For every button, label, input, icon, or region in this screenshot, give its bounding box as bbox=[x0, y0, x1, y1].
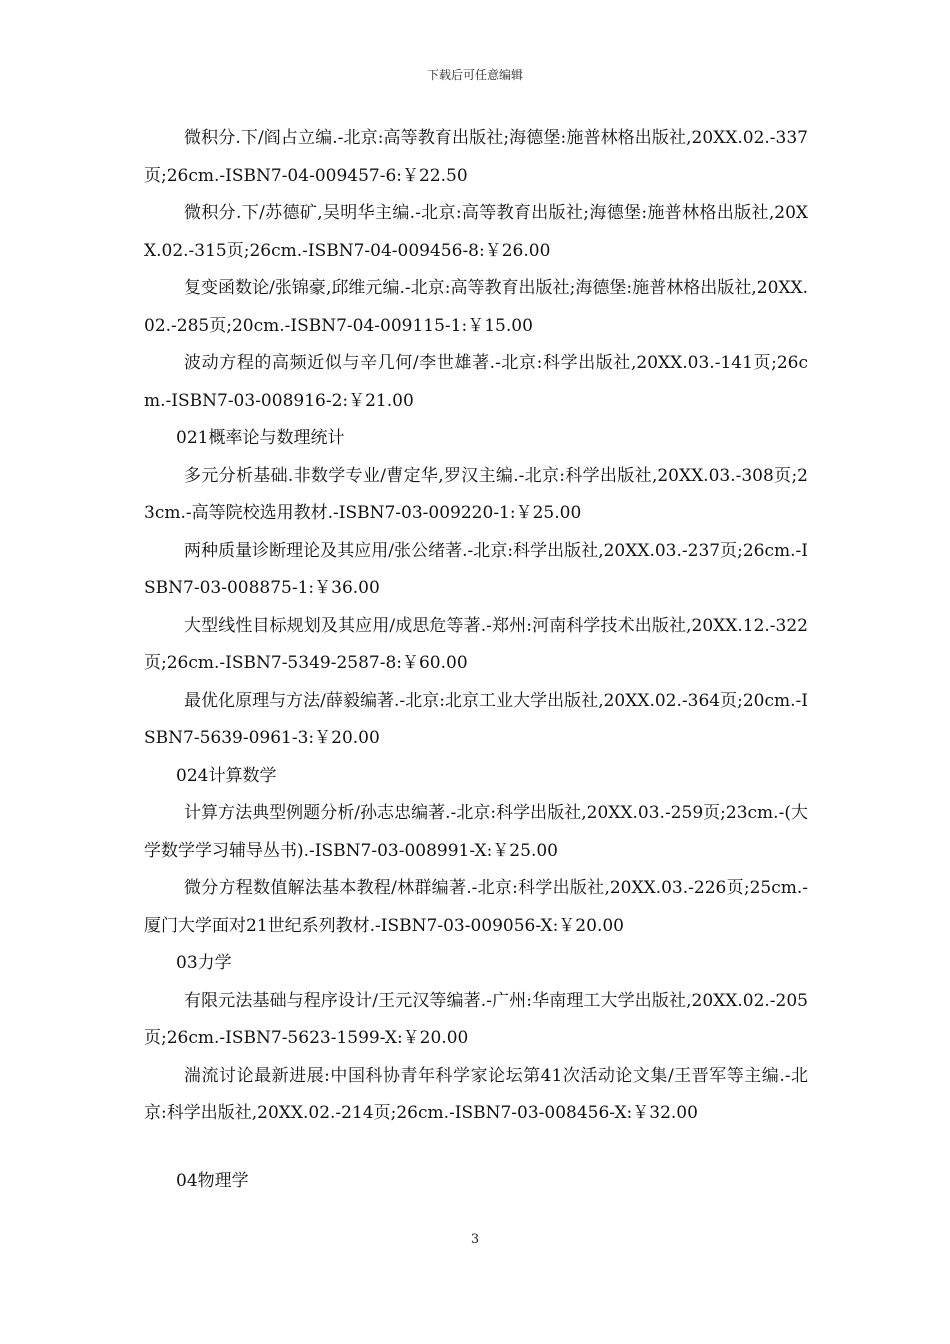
catalog-entry: 波动方程的高频近似与辛几何/李世雄著.-北京:科学出版社,20XX.03.-141页;26cm.-ISBN7-03-008916-2:￥21.00 bbox=[144, 353, 808, 411]
section-heading: 021概率论与数理统计 bbox=[176, 428, 345, 448]
catalog-entry: 湍流讨论最新进展:中国科协青年科学家论坛第41次活动论文集/王晋军等主编.-北京:科学出版社,20XX.02.-214页;26cm.-ISBN7-03-008456-X:￥32.00 bbox=[144, 1065, 808, 1123]
catalog-entry: 最优化原理与方法/薛毅编著.-北京:北京工业大学出版社,20XX.02.-364页;20cm.-ISBN7-5639-0961-3:￥20.00 bbox=[144, 690, 808, 748]
catalog-entry: 计算方法典型例题分析/孙志忠编著.-北京:科学出版社,20XX.03.-259页;23cm.-(大学数学学习辅导丛书).-ISBN7-03-008991-X:￥25.00 bbox=[144, 803, 808, 861]
catalog-entry: 多元分析基础.非数学专业/曹定华,罗汉主编.-北京:科学出版社,20XX.03.-308页;23cm.-高等院校选用教材.-ISBN7-03-009220-1:￥25.00 bbox=[144, 465, 808, 523]
document-body bbox=[144, 120, 808, 1200]
page-number: 3 bbox=[470, 1232, 480, 1247]
section-heading: 04物理学 bbox=[176, 1170, 249, 1191]
catalog-entry: 大型线性目标规划及其应用/成思危等著.-郑州:河南科学技术出版社,20XX.12.-322页;26cm.-ISBN7-5349-2587-8:￥60.00 bbox=[144, 615, 808, 673]
section-heading: 024计算数学 bbox=[176, 765, 277, 786]
page-header: 下载后可任意编辑 bbox=[426, 68, 523, 82]
catalog-entry: 复变函数论/张锦豪,邱维元编.-北京:高等教育出版社;海德堡:施普林格出版社,20XX.02.-285页;20cm.-ISBN7-04-009115-1:￥15.00 bbox=[144, 278, 808, 336]
catalog-entry: 微积分.下/苏德矿,吴明华主编.-北京:高等教育出版社;海德堡:施普林格出版社,20XX.02.-315页;26cm.-ISBN7-04-009456-8:￥26.00 bbox=[144, 203, 808, 261]
catalog-entry: 两种质量诊断理论及其应用/张公绪著.-北京:科学出版社,20XX.03.-237页;26cm.-ISBN7-03-008875-1:￥36.00 bbox=[144, 540, 808, 598]
catalog-entry: 微分方程数值解法基本教程/林群编著.-北京:科学出版社,20XX.03.-226页;25cm.-厦门大学面对21世纪系列教材.-ISBN7-03-009056-X:￥20.00 bbox=[144, 878, 808, 936]
catalog-entry: 有限元法基础与程序设计/王元汉等编著.-广州:华南理工大学出版社,20XX.02.-205页;26cm.-ISBN7-5623-1599-X:￥20.00 bbox=[144, 990, 808, 1048]
catalog-entry: 微积分.下/阎占立编.-北京:高等教育出版社;海德堡:施普林格出版社,20XX.02.-337页;26cm.-ISBN7-04-009457-6:￥22.50 bbox=[144, 128, 808, 186]
section-heading: 03力学 bbox=[176, 953, 232, 973]
